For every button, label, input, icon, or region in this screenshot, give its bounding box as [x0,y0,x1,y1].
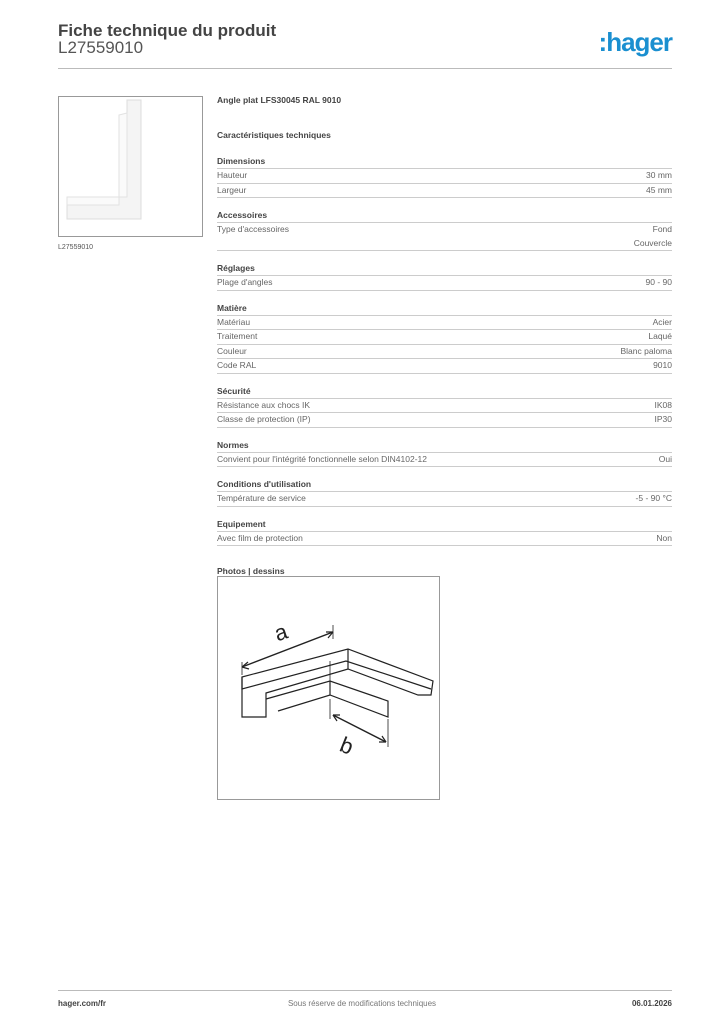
spec-label: Avec film de protection [217,532,303,543]
image-caption: L27559010 [58,244,94,251]
section-title: Matière [217,302,672,316]
spec-value-line: 45 mm [646,184,672,195]
spec-row [217,345,672,360]
spec-value [620,345,672,359]
spec-row [217,169,672,184]
footer-divider [58,990,672,991]
spec-value [659,453,672,467]
spec-label: Résistance aux chocs IK [217,399,311,410]
spec-row [217,399,672,414]
spec-value [646,169,672,183]
spec-row [217,532,672,547]
spec-section [217,302,672,374]
spec-value [653,316,672,330]
spec-label: Traitement [217,331,258,341]
spec-section [217,262,672,291]
spec-section [217,155,672,198]
spec-section [217,209,672,251]
spec-value-line: IP30 [654,414,672,424]
section-title: Accessoires [217,209,672,223]
spec-label: Largeur [217,184,247,195]
spec-row [217,492,672,507]
spec-row [217,184,672,199]
spec-row [217,223,672,251]
spec-value [636,492,672,506]
header-divider [58,68,672,69]
spec-value-line: 90 - 90 [645,277,672,287]
footer-date: 06.01.2026 [631,999,672,1008]
technical-specs [217,95,672,576]
spec-value-line: Oui [658,453,672,464]
spec-label: Température de service [217,493,306,503]
footer-disclaimer: Sous réserve de modifications techniques [287,999,437,1008]
page-title: Fiche technique du produit [58,21,277,40]
product-image [58,96,203,237]
section-title: Dimensions [217,155,672,169]
spec-value [656,532,672,546]
spec-value-line: Fond [652,224,672,234]
spec-value-line: Laqué [648,331,672,341]
hager-logo: :hager [598,27,672,57]
spec-row [217,413,672,428]
dimension-drawing [217,576,440,800]
photos-title: Photos | dessins [217,566,285,576]
spec-label: Classe de protection (IP) [217,414,311,424]
spec-label: Code RAL [217,360,257,370]
spec-value [646,276,672,290]
product-code: L27559010 [58,38,144,57]
spec-row [217,276,672,291]
spec-value [655,413,673,427]
spec-section [217,478,672,507]
section-title: Normes [217,439,672,453]
spec-value [653,359,672,373]
section-title: Equipement [217,518,672,532]
footer-website-link[interactable]: hager.com/fr [58,999,107,1008]
spec-value-line: Couvercle [633,237,672,248]
spec-value [655,399,673,413]
spec-value [648,330,672,344]
spec-value-line: IK08 [654,399,672,410]
characteristics-title: Caractéristiques techniques [217,130,331,140]
dimension-b-label: b [336,731,358,760]
spec-value-line: Non [656,532,672,543]
spec-label: Plage d'angles [217,277,273,287]
section-title: Conditions d'utilisation [217,478,672,492]
spec-row [217,453,672,468]
spec-value [646,184,672,198]
spec-row [217,359,672,374]
spec-section [217,439,672,468]
spec-section [217,518,672,547]
section-title: Réglages [217,262,672,276]
spec-value-line: Acier [652,316,672,327]
spec-row [217,330,672,345]
spec-value-line: -5 - 90 °C [635,493,672,503]
spec-label: Convient pour l'intégrité fonctionnelle selon DIN4102-12 [217,453,428,464]
spec-label: Matériau [217,316,251,327]
spec-value-line: 9010 [653,360,672,370]
spec-value-line: Blanc paloma [620,345,672,356]
dimension-a-label: a [271,618,291,647]
spec-label: Hauteur [217,170,248,180]
section-title: Sécurité [217,385,672,399]
spec-section [217,385,672,428]
spec-value [634,223,672,250]
spec-label: Couleur [217,345,247,356]
product-name: Angle plat LFS30045 RAL 9010 [217,95,342,105]
spec-label: Type d'accessoires [217,224,290,234]
spec-row [217,316,672,331]
spec-value-line: 30 mm [646,170,672,180]
